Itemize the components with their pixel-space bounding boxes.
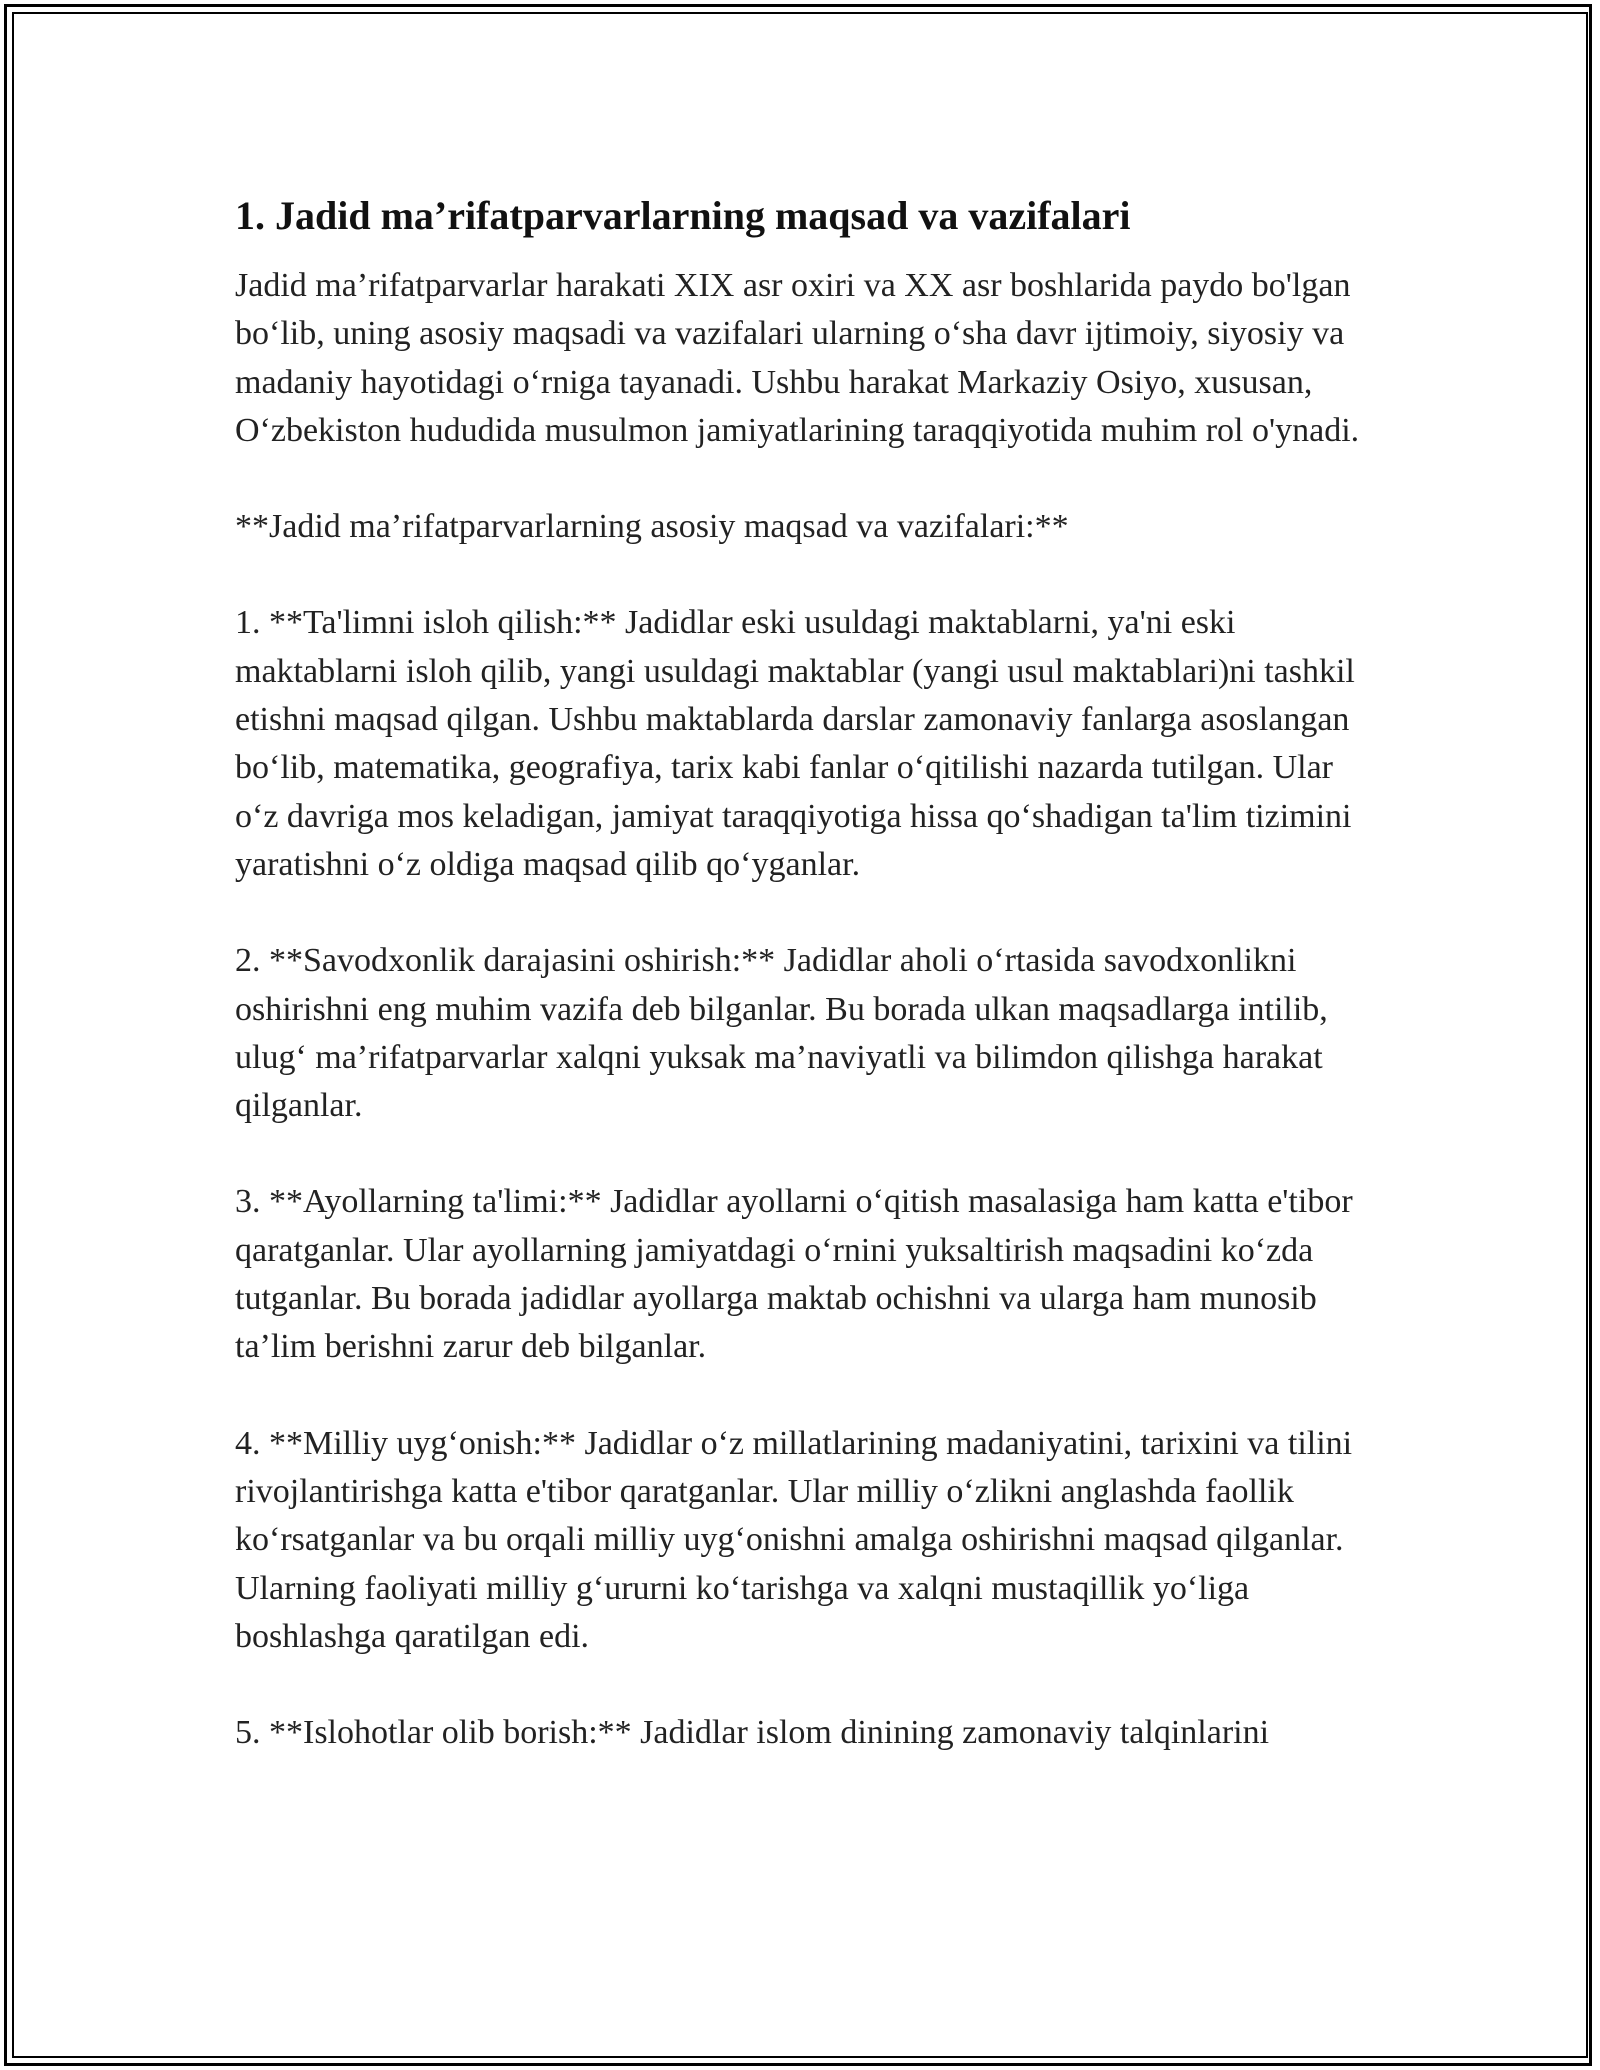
paragraph-item-4: 4. **Milliy uyg‘onish:** Jadidlar o‘z millatlarining madaniyatini, tarixini va tilini rivojlantirishga katta e'tibor qaratganlar. Ular milliy o‘zlikni anglashda faollik ko‘rsatganlar va bu orqali milliy uyg‘onishni amalga oshirishni maqsad qilganlar. Ularning faoliyati milliy g‘ururni ko‘tarishga va xalqni mustaqillik yo‘liga boshlashga qaratilgan edi. (235, 1424, 1353, 1655)
paragraph-intro: Jadid ma’rifatparvarlar harakati XIX asr oxiri va XX asr boshlarida paydo bo'lgan bo‘lib, uning asosiy maqsadi va vazifalari ularning o‘sha davr ijtimoiy, siyosiy va madaniy hayotidagi o‘rniga tayanadi. Ushbu harakat Markaziy Osiyo, xususan, O‘zbekiston hududida musulmon jamiyatlarining taraqqiyotida muhim rol o'ynadi. (235, 267, 1360, 449)
paragraph-list-heading: **Jadid ma’rifatparvarlarning asosiy maqsad va vazifalari:** (235, 508, 1069, 546)
document-body (235, 188, 1375, 1757)
paragraph-item-2: 2. **Savodxonlik darajasini oshirish:** Jadidlar aholi o‘rtasida savodxonlikni oshirishni eng muhim vazifa deb bilganlar. Bu borada ulkan maqsadlarga intilib, ulug‘ ma’rifatparvarlar xalqni yuksak ma’naviyatli va bilimdon qilishga harakat qilganlar. (235, 942, 1328, 1125)
paragraph-item-1: 1. **Ta'limni isloh qilish:** Jadidlar eski usuldagi maktablarni, ya'ni eski maktablarni isloh qilib, yangi usuldagi maktablar (yangi usul maktablari)ni tashkil etishni maqsad qilgan. Ushbu maktablarda darslar zamonaviy fanlarga asoslangan bo‘lib, matematika, geografiya, tarix kabi fanlar o‘qitilishi nazarda tutilgan. Ular o‘z davriga mos keladigan, jamiyat taraqqiyotiga hissa qo‘shadigan ta'lim tizimini yaratishni o‘z oldiga maqsad qilib qo‘yganlar. (235, 604, 1355, 883)
paragraph-gap (235, 1130, 1375, 1178)
paragraph-item-3: 3. **Ayollarning ta'limi:** Jadidlar ayollarni o‘qitish masalasiga ham katta e'tibor qaratganlar. Ular ayollarning jamiyatdagi o‘rnini yuksaltirish maqsadini ko‘zda tutganlar. Bu borada jadidlar ayollarga maktab ochishni va ularga ham munosib ta’lim berishni zarur deb bilganlar. (235, 1183, 1353, 1366)
paragraph-gap (235, 1661, 1375, 1709)
paragraph-item-5: 5. **Islohotlar olib borish:** Jadidlar islom dinining zamonaviy talqinlarini (235, 1714, 1270, 1752)
document-title: 1. Jadid ma’rifatparvarlarning maqsad va vazifalari (235, 193, 1131, 238)
paragraph-gap (235, 889, 1375, 937)
paragraph-gap (235, 455, 1375, 503)
paragraph-gap (235, 551, 1375, 599)
paragraph-gap (235, 1372, 1375, 1420)
